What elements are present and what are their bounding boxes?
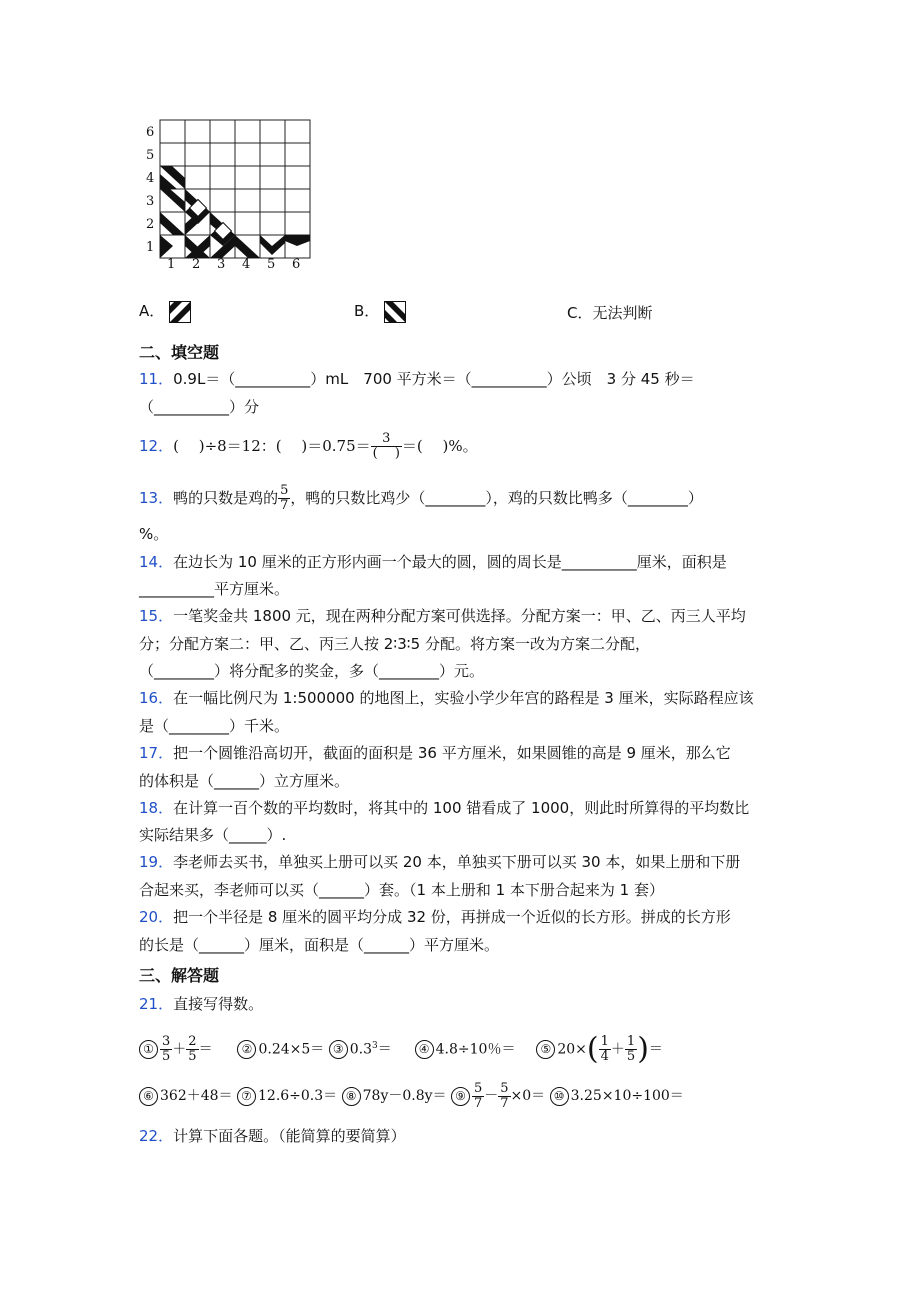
x-axis-labels [167, 257, 300, 268]
q11-text: 0.9L＝（__________）mL 700 平方米＝（__________）公顷 3 分 45 秒＝ [173, 370, 695, 388]
q12-fraction [371, 432, 402, 461]
q12-expr1: ( )÷8＝12：( )＝0.75＝ [173, 437, 371, 455]
e1-op: ＋ [172, 1041, 187, 1058]
q17-line1 [139, 743, 731, 763]
e10: 3.25×10÷100＝ [570, 1088, 684, 1104]
section-heading-fill: 二、填空题 [139, 343, 220, 362]
q13-pre: 鸭的只数是鸡的 [173, 489, 279, 507]
circled-number: ③ [329, 1040, 348, 1059]
q18-number: 18． [139, 799, 174, 817]
q21-row2 [139, 1076, 684, 1116]
tile-stripe-a-icon [169, 301, 191, 323]
q17-text: 把一个圆锥沿高切开，截面的面积是 36 平方厘米，如果圆锥的高是 9 厘米，那么它 [173, 744, 731, 762]
q13-line2: %。 [139, 525, 169, 543]
q11-line2: （__________）分 [139, 398, 260, 416]
option-a-label: A． [139, 302, 165, 320]
q14-line1 [139, 552, 727, 572]
paren-close: ) [637, 1031, 649, 1067]
q20-line1 [139, 907, 731, 927]
e7: 12.6÷0.3＝ [258, 1088, 338, 1104]
q14-text: 在边长为 10 厘米的正方形内画一个最大的圆，圆的周长是__________厘米，面积是 [173, 553, 727, 571]
q11-number: 11． [139, 370, 174, 388]
q18-line2: 实际结果多（_____）. [139, 826, 287, 844]
circled-number: ⑩ [550, 1087, 569, 1106]
e5-op: ＋ [610, 1041, 625, 1058]
e9-frac2: $\frac{5}{7}$ [500, 1080, 509, 1111]
y-label: 4 [146, 171, 155, 186]
tile-stripe-b-icon [384, 301, 406, 323]
e3-eq: ＝ [377, 1041, 392, 1058]
x-label: 4 [242, 257, 251, 268]
q13-fraction [278, 484, 290, 513]
q12-end: 。 [462, 437, 478, 455]
option-a[interactable] [139, 300, 191, 323]
q13-frac-numerator: 5 [280, 483, 289, 498]
q13-frac-denominator: 7 [280, 498, 289, 513]
e5-frac2: $\frac{1}{5}$ [626, 1034, 636, 1065]
x-label: 5 [267, 257, 276, 268]
q11-line1 [139, 369, 695, 389]
y-label: 5 [146, 148, 155, 163]
y-label: 2 [146, 217, 155, 232]
q20-number: 20． [139, 908, 174, 926]
e2: 0.24×5＝ [258, 1041, 325, 1058]
e1-frac2: $\frac{2}{5}$ [188, 1034, 197, 1065]
circled-number: ⑧ [342, 1087, 361, 1106]
q19-text: 李老师去买书，单独买上册可以买 20 本，单独买下册可以买 30 本，如果上册和下册 [173, 853, 741, 871]
y-label: 6 [146, 125, 155, 140]
e5-pre: 20× [557, 1041, 587, 1058]
circled-number: ④ [415, 1040, 434, 1059]
e5-eq: ＝ [648, 1041, 663, 1058]
q13-post: ，鸭的只数比鸡少（________），鸡的只数比鸭多（________） [290, 489, 703, 507]
circled-number: ⑨ [451, 1087, 470, 1106]
q14-line2: __________平方厘米。 [139, 580, 290, 598]
e6: 362＋48＝ [160, 1088, 233, 1104]
grid-figure [140, 118, 320, 268]
e1-frac1: $\frac{3}{5}$ [162, 1034, 171, 1065]
q15-line3: （________）将分配多的奖金，多（________）元。 [139, 662, 485, 680]
e8: 78y－0.8y＝ [362, 1088, 447, 1104]
q18-line1 [139, 798, 749, 818]
circled-number: ⑤ [536, 1040, 555, 1059]
q22-line [139, 1126, 406, 1146]
q22-number: 22． [139, 1127, 174, 1145]
circled-number: ⑥ [139, 1087, 158, 1106]
q19-line2: 合起来买，李老师可以买（______）套。（1 本上册和 1 本下册合起来为 1 套） [139, 881, 664, 899]
q19-number: 19． [139, 853, 174, 871]
q21-number: 21． [139, 995, 174, 1013]
q12-frac-numerator: 3 [371, 432, 402, 447]
e3-base: 0.3 [349, 1041, 372, 1058]
q12-expr2: ＝( )% [401, 437, 463, 455]
q16-line2: 是（________）千米。 [139, 717, 290, 735]
y-label: 3 [146, 194, 155, 209]
q15-line2: 分；分配方案二：甲、乙、丙三人按 2∶3∶5 分配。将方案一改为方案二分配， [139, 635, 650, 653]
q13-number: 13． [139, 489, 174, 507]
q21-text: 直接写得数。 [173, 995, 264, 1013]
e3-exp: 3 [372, 1041, 378, 1051]
q12-number: 12． [139, 437, 174, 455]
option-b-label: B． [354, 302, 380, 320]
x-label: 1 [167, 257, 176, 268]
q14-number: 14． [139, 553, 174, 571]
option-c[interactable]: C．无法判断 [567, 304, 653, 322]
q15-text: 一笔奖金共 1800 元，现在两种分配方案可供选择。分配方案一：甲、乙、丙三人平均 [173, 607, 746, 625]
x-label: 2 [192, 257, 201, 268]
q20-text: 把一个半径是 8 厘米的圆平均分成 32 份，再拼成一个近似的长方形。拼成的长方形 [173, 908, 731, 926]
e1-eq: ＝ [198, 1041, 213, 1058]
circled-number: ② [237, 1040, 256, 1059]
paren-open: ( [586, 1031, 599, 1067]
x-label: 3 [217, 257, 226, 268]
circled-number: ① [139, 1040, 158, 1059]
q17-number: 17． [139, 744, 174, 762]
section-heading-answer: 三、解答题 [139, 966, 220, 985]
q16-number: 16． [139, 689, 174, 707]
option-b[interactable] [354, 300, 406, 323]
q12-frac-denominator: ( ) [372, 446, 400, 461]
e9-frac1: $\frac{5}{7}$ [473, 1080, 483, 1111]
q15-line1 [139, 606, 746, 626]
q21-row1 [139, 1024, 663, 1072]
q15-number: 15． [139, 607, 174, 625]
grid-svg [140, 118, 320, 268]
q20-line2: 的长是（______）厘米，面积是（______）平方厘米。 [139, 936, 500, 954]
e9-post: ×0＝ [510, 1088, 546, 1104]
q13-line1 [139, 478, 703, 518]
e5-frac1: $\frac{1}{4}$ [600, 1034, 609, 1065]
q22-text: 计算下面各题。（能简算的要简算） [173, 1127, 406, 1145]
q18-text: 在计算一百个数的平均数时，将其中的 100 错看成了 1000，则此时所算得的平均数比 [173, 799, 750, 817]
y-axis-labels [146, 125, 154, 255]
q21-line [139, 994, 263, 1014]
x-label: 6 [292, 257, 301, 268]
e9-op: － [484, 1088, 499, 1104]
y-label: 1 [146, 240, 155, 255]
e4: 4.8÷10％＝ [435, 1041, 516, 1058]
q19-line1 [139, 852, 740, 872]
q16-line1 [139, 688, 754, 708]
circled-number: ⑦ [237, 1087, 256, 1106]
q12 [139, 424, 478, 468]
q16-text: 在一幅比例尺为 1:500000 的地图上，实验小学少年宫的路程是 3 厘米，实际路程应该 [173, 689, 754, 707]
q17-line2: 的体积是（______）立方厘米。 [139, 772, 350, 790]
